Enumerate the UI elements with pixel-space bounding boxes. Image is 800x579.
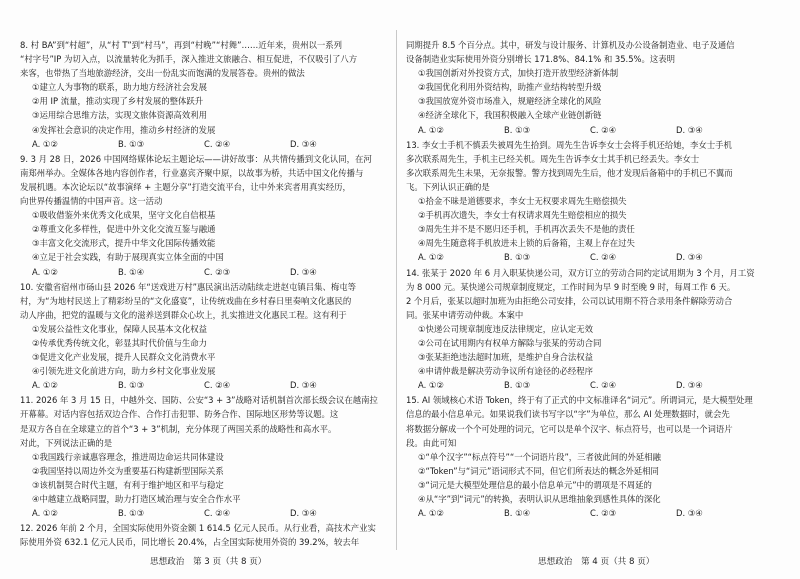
statement-item: ④中越建立战略同盟，助力打造区域治理与安全合作水平 xyxy=(32,494,241,504)
question-stem-line: 信息的最小信息单元。如果说我们读书写字以“字”为单位，那么 AI 处理数据时，就会先 xyxy=(406,409,730,420)
statement-item: ①我国创新对外投资方式，加快打造开放型经济新体制 xyxy=(418,68,619,79)
question-stem-line: “村字号”IP 为切入点，以流量转化为抓手，深入推进文旅融合、相互促进，不仅吸引了八方 xyxy=(20,54,358,65)
answer-option[interactable]: B. ①③ xyxy=(504,380,531,391)
statement-item: ③运用综合思维方法，实现文旅体资源高效利用 xyxy=(32,110,208,121)
left-page-footer: 思想政治 第 3 页（共 8 页） xyxy=(150,557,267,567)
answer-option[interactable]: C. ②③ xyxy=(590,508,617,519)
answer-options xyxy=(20,378,398,392)
statement-item: ②手机再次遗失，李女士有权请求周先生赔偿相应的损失 xyxy=(418,210,627,221)
statement-item: ④立足于社会实践，有助于展现真实立体全面的中国 xyxy=(32,252,224,263)
question-stem-line: 14. 张某于 2020 年 6 月入职某快递公司，双方订立的劳动合同约定试用期为 3 个月，月工资 xyxy=(406,267,755,278)
answer-option[interactable]: B. ①③ xyxy=(118,380,145,391)
answer-option[interactable]: B. ①④ xyxy=(118,266,145,277)
statement-item: ②我国坚持以周边外交为重要基石构建新型国际关系 xyxy=(32,465,224,476)
answer-options xyxy=(20,137,398,151)
question-stem-line: 10. 安徽省宿州市砀山县 2026 年“送戏进万村”惠民演出活动陆续走进赵屯镇吕集、梅屯等 xyxy=(20,281,357,292)
question-q11 xyxy=(20,393,398,520)
answer-option[interactable]: D. ③④ xyxy=(676,508,703,519)
statement-item: ①吸收借鉴外来优秀文化成果，坚守文化自信根基 xyxy=(32,210,216,221)
question-stem-line: 13. 李女士手机不慎丢失被周先生拾到。周先生告诉李女士会将手机还给她，李女士手机 xyxy=(406,139,732,150)
answer-options xyxy=(406,506,784,520)
answer-option[interactable]: C. ②④ xyxy=(590,252,617,263)
question-stem-line: 多次联系周先生，手机主已经关机。周先生告诉李女士其手机已经丢失。李女士 xyxy=(406,153,700,164)
question-stem-line: 9. 3 月 28 日，2026 中国网络媒体论坛主题论坛——讲好故事：从共情传播到文化认同，在河 xyxy=(20,153,372,164)
answer-option[interactable]: D. ③④ xyxy=(290,508,317,519)
question-stem-line: 对此，下列说法正确的是 xyxy=(20,437,113,448)
question-q12-cont xyxy=(406,38,784,137)
statement-item: ③张某拒绝违法超时加班，是维护自身合法权益 xyxy=(418,352,594,363)
answer-options xyxy=(406,250,784,264)
statement-item: ④申请仲裁是解决劳动争议所有途径的必经程序 xyxy=(418,366,594,377)
question-stem-line: 飞。下列认识正确的是 xyxy=(406,181,490,192)
question-q10 xyxy=(20,280,398,393)
statement-item: ②公司在试用期内有权单方解除与张某的劳动合同 xyxy=(418,337,602,348)
answer-options xyxy=(406,123,784,137)
statement-item: ②传承优秀传统文化，彰显其时代价值与生命力 xyxy=(32,337,208,348)
statement-item: ②“Token”与“词元”语词形式不同，但它们所表达的概念外延相同 xyxy=(418,465,659,476)
answer-option[interactable]: C. ②④ xyxy=(204,380,231,391)
question-stem-line: 来客，也带热了当地旅游经济，交出一份乱实而饱满的发展答卷。贵州的做法 xyxy=(20,68,305,79)
question-stem-line: 同。张某申请劳动仲裁。本案中 xyxy=(406,309,524,320)
statement-item: ②尊重文化多样性，促进中外文化交流互鉴与融通 xyxy=(32,224,216,235)
answer-option[interactable]: D. ③④ xyxy=(290,138,317,149)
answer-options xyxy=(406,378,784,392)
statement-item: ④周先生随意将手机放进未上锁的后备箱，主观上存在过失 xyxy=(418,238,635,249)
question-stem-line: 多次联系周先生未果，无奈报警。警方找到周先生后，他才发现后备箱中的手机已不翼而 xyxy=(406,167,733,178)
answer-option[interactable]: D. ③④ xyxy=(290,266,317,277)
question-q14 xyxy=(406,266,784,393)
question-stem-line: 发展机遇。本次论坛以“故事演绎 + 主题分享”打造交流平台，让中外来宾者用真实经历， xyxy=(20,181,351,192)
question-q8 xyxy=(20,38,398,151)
question-stem-line: 8. 村 BA”到“村超”，从“村 T”到“村马”，再到“村晚”“村舞”……近年来，贵州以一系列 xyxy=(20,40,342,50)
statement-item: ②我国优化利用外资结构，助推产业结构转型升级 xyxy=(418,82,602,93)
question-q15 xyxy=(406,393,784,520)
statement-item: ④发挥社会意识的决定作用，推动乡村经济的发展 xyxy=(32,124,216,135)
answer-option[interactable]: B. ①③ xyxy=(118,138,145,149)
question-stem-line: 段。由此可知 xyxy=(406,437,457,448)
statement-item: ③我国放宽外资市场准入，规避经济全球化的风险 xyxy=(418,96,602,107)
answer-option[interactable]: D. ③④ xyxy=(676,252,703,263)
question-stem-line: 设备制造业实际使用外资分别增长 171.8%、84.1% 和 35.5%。这表明 xyxy=(406,54,676,65)
right-page-column xyxy=(406,38,784,521)
answer-option[interactable]: A. ①② xyxy=(32,508,58,519)
statement-item: ①拾金不昧是道德要求，李女士无权要求周先生赔偿损失 xyxy=(418,196,627,207)
statement-item: ①“单个汉字”“标点符号”“一个词语片段”，三者彼此间的外延相融 xyxy=(418,451,661,462)
answer-option[interactable]: C. ②④ xyxy=(204,508,231,519)
answer-option[interactable]: D. ③④ xyxy=(676,380,703,391)
answer-option[interactable]: A. ①② xyxy=(32,266,58,277)
left-page-column xyxy=(20,38,398,550)
answer-option[interactable]: D. ③④ xyxy=(290,380,317,391)
statement-item: ①我国践行亲诚惠容理念，推进周边命运共同体建设 xyxy=(32,451,224,462)
answer-option[interactable]: A. ①② xyxy=(418,380,444,391)
statement-item: ①建立人为事物的联系，助力地方经济社会发展 xyxy=(32,82,208,93)
statement-item: ③该机制契合时代主题，有利于维护地区和平与稳定 xyxy=(32,479,224,490)
question-stem-line: 是双方各自在全球建立的首个“3 + 3”机制，充分体现了两国关系的战略性和高水平。 xyxy=(20,423,337,434)
answer-option[interactable]: A. ①② xyxy=(418,124,444,135)
answer-options xyxy=(20,265,398,279)
answer-option[interactable]: A. ①② xyxy=(32,380,58,391)
statement-item: ③促进文化产业发展，提升人民群众文化消费水平 xyxy=(32,352,216,363)
answer-option[interactable]: C. ②④ xyxy=(590,380,617,391)
question-stem-line: 12. 2026 年前 2 个月，全国实际使用外资金额 1 614.5 亿元人民币。从行业看，高技术产业实 xyxy=(20,523,376,534)
answer-option[interactable]: A. ①② xyxy=(418,508,444,519)
answer-option[interactable]: D. ③④ xyxy=(676,124,703,135)
question-q9 xyxy=(20,152,398,279)
question-stem-line: 南郑州举办。全媒体各地内容创作者，行业嘉宾齐聚中原，以故事为桥，共话中国文化传播与 xyxy=(20,167,364,178)
page-divider xyxy=(396,30,397,550)
question-stem-line: 11. 2026 年 3 月 15 日，中越外交、国防、公安“3 + 3”战略对话机制首次部长级会议在越南拉 xyxy=(20,395,378,406)
answer-option[interactable]: A. ①② xyxy=(32,138,58,149)
question-stem-line: 开幕幕。对话内容包括双边合作、合作打击犯罪、防务合作、国际地区形势等议题。这 xyxy=(20,409,339,420)
question-stem-line: 将数据分解成一个个可处理的词元，它可以是单个汉字、标点符号，也可以是一个词语片 xyxy=(406,423,733,434)
statement-item: ③“词元是大模型处理信息的最小信息单元”中的谓项是不周延的 xyxy=(418,479,652,490)
statement-item: ①快递公司规章制度违反法律规定，应认定无效 xyxy=(418,323,594,334)
question-stem-line: 村，为“为地村民送上了精彩纷呈的“文化盛宴”，让传统戏曲在乡村春日里奏响文化惠民的 xyxy=(20,295,352,306)
statement-item: ③周先生并不是不愿归还手机，手机再次丢失不是他的责任 xyxy=(418,224,635,235)
question-stem-line: 同期提升 8.5 个百分点。其中，研发与设计服务、计算机及办公设备制造业、电子及通信 xyxy=(406,40,735,50)
answer-option[interactable]: B. ①③ xyxy=(504,124,531,135)
question-stem-line: 为 8 000 元。某快递公司规章制度规定，工作时间为早 9 时至晚 9 时，每周工作 6 天。 xyxy=(406,281,736,292)
question-stem-line: 际使用外资 632.1 亿元人民币，同比增长 20.4%，占全国实际使用外资的 39.2%，较去年 xyxy=(20,537,360,548)
statement-item: ③丰富文化交流形式，提升中华文化国际传播效能 xyxy=(32,238,216,249)
answer-option[interactable]: A. ①② xyxy=(418,252,444,263)
question-stem-line: 2 个月后，张某以超时加班为由拒绝公司安排，公司以试用期不符合录用条件解除劳动合 xyxy=(406,295,733,306)
answer-options xyxy=(20,506,398,520)
statement-item: ④经济全球化下，我国积极融入全球产业链创新链 xyxy=(418,110,602,121)
answer-option[interactable]: B. ①④ xyxy=(504,508,531,519)
question-stem-line: 15. AI 领域核心术语 Token，终于有了正式的中文标准译名“词元”。所谓词元，是大模型处理 xyxy=(406,395,753,406)
answer-option[interactable]: C. ②④ xyxy=(204,138,231,149)
question-stem-line: 向世界传播温情的中国声音。这一活动 xyxy=(20,196,163,207)
statement-item: ④从“字”到“词元”的转换，表明认识从思维抽象到感性具体的深化 xyxy=(418,494,661,504)
statement-item: ②用 IP 流量，推动实现了乡村发展的整体跃升 xyxy=(32,96,204,107)
answer-option[interactable]: C. ②④ xyxy=(590,124,617,135)
statement-item: ④引领先进文化前进方向，助力乡村文化事业发展 xyxy=(32,366,216,377)
question-q12 xyxy=(20,521,398,549)
statement-item: ①发展公益性文化事业，保障人民基本文化权益 xyxy=(32,323,208,334)
answer-option[interactable]: C. ②③ xyxy=(204,266,231,277)
question-stem-line: 动人序曲，把党的温暖与文化的滋养送到群众心坎上，扎实推进文化惠民工程。这有利于 xyxy=(20,309,347,320)
answer-option[interactable]: B. ①③ xyxy=(504,252,531,263)
question-q13 xyxy=(406,138,784,265)
right-page-footer: 思想政治 第 4 页（共 8 页） xyxy=(538,557,655,567)
answer-option[interactable]: B. ①③ xyxy=(118,508,145,519)
